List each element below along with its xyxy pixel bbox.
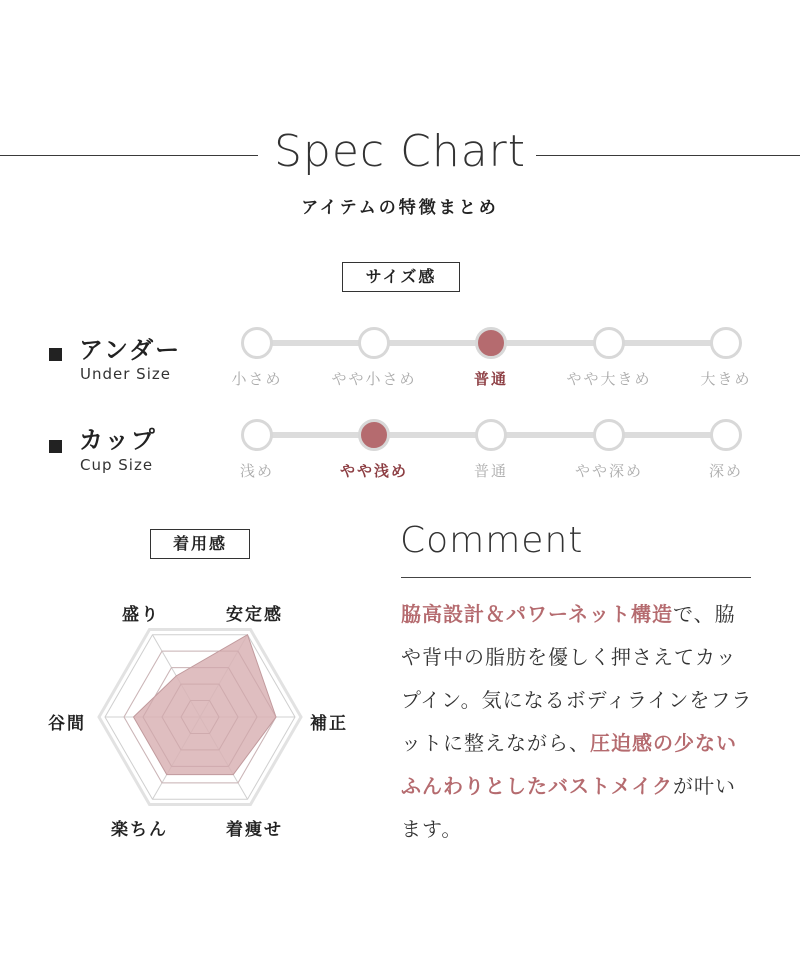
radar-grid-ring-4	[124, 651, 276, 783]
cup-size-bullet	[49, 440, 62, 453]
radar-outer-frame	[99, 630, 301, 805]
under-size-option-label-2: やや小さめ	[331, 370, 417, 388]
radar-grid-overlay-2	[162, 684, 238, 750]
cup-size-option-label-5: 深め	[708, 462, 743, 480]
comment-text: で、脇や背中の脂肪を優しく押さえてカップイン。気になるボディラインをフラットに整えながら、	[401, 602, 753, 755]
page-subtitle: アイテムの特徴まとめ	[301, 198, 499, 218]
comment-highlight: 圧迫感の少ないふんわりとしたバストメイク	[401, 731, 737, 798]
radar-spoke-4	[153, 717, 201, 799]
page-title: Spec Chart	[273, 126, 527, 177]
radar-label-correction: 補正	[310, 714, 348, 734]
cup-size-option-label-1: 浅め	[239, 462, 274, 480]
radar-grid-ring-2	[162, 684, 238, 750]
radar-grid-ring-3	[143, 668, 257, 767]
comment-divider	[401, 577, 751, 578]
under-size-bullet	[49, 348, 62, 361]
under-size-option-dot-5	[710, 327, 742, 359]
comment-title: Comment	[400, 520, 584, 561]
cup-size-option-label-4: やや深め	[574, 462, 643, 480]
under-size-sub: Under Size	[80, 365, 171, 383]
under-size-option-label-4: やや大きめ	[566, 370, 652, 388]
radar-grid-overlay-4	[124, 651, 276, 783]
cup-size-option-label-2: やや浅め	[339, 462, 408, 480]
under-size-option-label-5: 大きめ	[700, 370, 752, 388]
radar-label-stability: 安定感	[226, 605, 283, 625]
cup-size-name: カップ	[79, 426, 157, 454]
radar-label-slimming: 着痩せ	[226, 820, 283, 840]
under-size-option-dot-1	[241, 327, 273, 359]
fit-section-label: 着用感	[150, 529, 250, 559]
under-size-option-dot-4	[593, 327, 625, 359]
radar-grid-overlay-3	[143, 668, 257, 767]
under-size-option-label-1: 小さめ	[231, 370, 283, 388]
radar-frame	[105, 635, 295, 800]
cup-size-option-dot-2	[358, 419, 390, 451]
cup-size-option-dot-4	[593, 419, 625, 451]
cup-size-option-label-3: 普通	[473, 462, 508, 480]
radar-label-lift: 盛り	[122, 605, 160, 625]
radar-label-cleavage: 谷間	[48, 714, 86, 734]
comment-text: が叶います。	[401, 774, 736, 841]
comment-highlight: 脇高設計＆パワーネット構造	[401, 602, 673, 626]
under-size-option-dot-3	[475, 327, 507, 359]
radar-grid-overlay-1	[181, 701, 219, 734]
radar-grid-ring-1	[181, 701, 219, 734]
cup-size-option-dot-3	[475, 419, 507, 451]
comment-body	[401, 593, 753, 851]
under-size-name: アンダー	[79, 336, 182, 364]
cup-size-option-dot-5	[710, 419, 742, 451]
radar-spoke-1	[200, 635, 248, 717]
radar-spoke-6	[153, 635, 201, 717]
cup-size-option-dot-1	[241, 419, 273, 451]
radar-label-comfort: 楽ちん	[111, 820, 168, 840]
radar-data-area	[134, 635, 277, 775]
under-size-option-label-3: 普通	[473, 370, 508, 388]
cup-size-sub: Cup Size	[80, 456, 154, 474]
size-section-label: サイズ感	[342, 262, 460, 292]
radar-spoke-3	[200, 717, 248, 799]
under-size-option-dot-2	[358, 327, 390, 359]
